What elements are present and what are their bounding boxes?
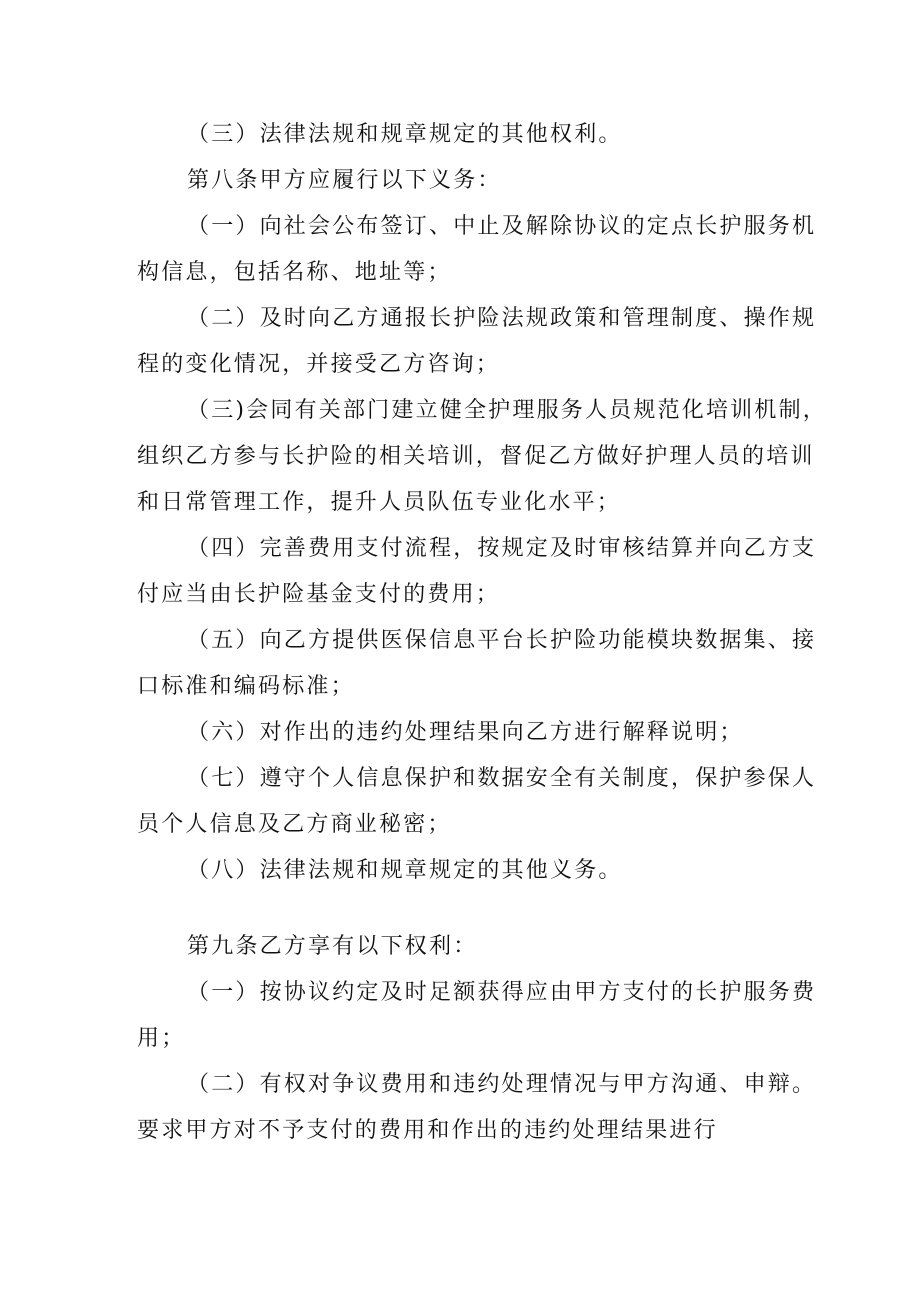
paragraph-line: 要求甲方对不予支付的费用和作出的违约处理结果进行 — [137, 1118, 718, 1143]
paragraph-line: （三）法律法规和规章规定的其他权利。 — [187, 122, 623, 147]
paragraph-line: （三)会同有关部门建立健全护理服务人员规范化培训机制， — [187, 398, 827, 423]
paragraph-line: （四）完善费用支付流程，按规定及时审核结算并向乙方支 — [187, 536, 817, 561]
paragraph-line: （六）对作出的违约处理结果向乙方进行解释说明； — [187, 720, 744, 745]
paragraph-line: （七）遵守个人信息保护和数据安全有关制度，保护参保人 — [187, 766, 817, 791]
article-heading: 第九条乙方享有以下权利： — [187, 934, 478, 959]
paragraph-line: （二）有权对争议费用和违约处理情况与甲方沟通、申辩。 — [187, 1072, 817, 1097]
paragraph-line: （二）及时向乙方通报长护险法规政策和管理制度、操作规 — [187, 306, 817, 331]
paragraph-line: 用； — [137, 1026, 186, 1051]
paragraph-line: 组织乙方参与长护险的相关培训，督促乙方做好护理人员的培训 — [137, 444, 815, 469]
article-heading: 第八条甲方应履行以下义务： — [187, 168, 502, 193]
paragraph-line: 员个人信息及乙方商业秘密； — [137, 812, 452, 837]
paragraph-line: 和日常管理工作，提升人员队伍专业化水平； — [137, 490, 622, 515]
paragraph-line: （五）向乙方提供医保信息平台长护险功能模块数据集、接 — [187, 628, 817, 653]
paragraph-line: （一）向社会公布签订、中止及解除协议的定点长护服务机 — [187, 214, 817, 239]
paragraph-line: （八）法律法规和规章规定的其他义务。 — [187, 858, 623, 883]
paragraph-line: 口标准和编码标准； — [137, 674, 355, 699]
paragraph-line: 构信息，包括名称、地址等； — [137, 260, 452, 285]
paragraph-line: 付应当由长护险基金支付的费用； — [137, 582, 501, 607]
paragraph-line: （一）按协议约定及时足额获得应由甲方支付的长护服务费 — [187, 980, 817, 1005]
paragraph-line: 程的变化情况，并接受乙方咨询； — [137, 352, 501, 377]
